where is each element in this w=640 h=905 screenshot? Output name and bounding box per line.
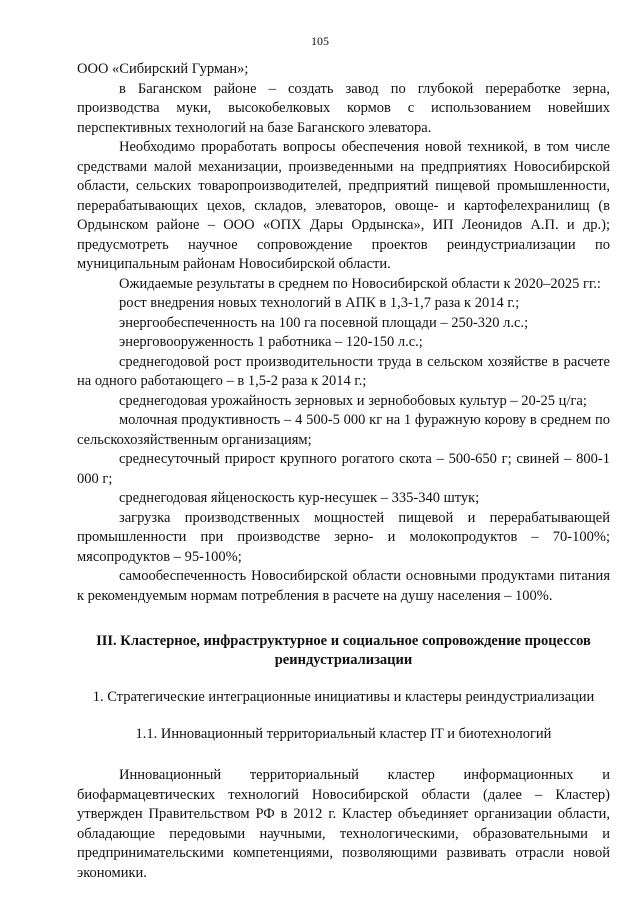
paragraph: Необходимо проработать вопросы обеспечения новой техникой, в том числе средствами малой механизации, произведенными на предприятиях Новосибирской области, сельских товаропроизводителей, предприятий пищевой промышленности, перерабатывающих цехов, складов, элеваторов, овоще- и картофелехранилищ (в Ордынском районе – ООО «ОПХ Дары Ордынска», ИП Леонидов А.П. и др.); предусмотреть научное сопровождение проектов реиндустриализации по муниципальным районам Новосибирской области.	[77, 139, 610, 272]
page-number: 105	[311, 34, 329, 48]
section-heading: III. Кластерное, инфраструктурное и социальное сопровождение процессов реиндустриализации	[96, 633, 591, 668]
list-item: энергообеспеченность на 100 га посевной площади – 250-320 л.с.;	[119, 314, 529, 331]
subsection-heading: 1. Стратегические интеграционные инициативы и кластеры реиндустриализации	[92, 689, 595, 705]
list-item: энерговооруженность 1 работника – 120-150 л.с.;	[119, 334, 423, 350]
paragraph: в Баганском районе – создать завод по глубокой переработке зерна, производства муки, высокобелковых кормов с использованием новейших перспективных технологий на базе Баганского элеватора.	[77, 80, 610, 136]
list-item: среднегодовой рост производительности труда в сельском хозяйстве в расчете на одного работающего – в 1,5-2 раза к 2014 г.;	[77, 353, 610, 389]
subsubsection-heading: 1.1. Инновационный территориальный кластер IT и биотехнологий	[135, 726, 552, 742]
list-item: среднегодовая яйценоскость кур-несушек – 335-340 штук;	[119, 490, 480, 506]
list-item: самообеспеченность Новосибирской области основными продуктами питания к рекомендуемым нормам потребления в расчете на душу населения – 100%.	[77, 568, 610, 604]
document-body	[77, 60, 610, 883]
paragraph: ООО «Сибирский Гурман»;	[77, 61, 249, 77]
paragraph: Ожидаемые результаты в среднем по Новосибирской области к 2020–2025 гг.:	[119, 275, 601, 292]
list-item: среднегодовая урожайность зерновых и зернобобовых культур – 20-25 ц/га;	[119, 392, 587, 409]
list-item: среднесуточный прирост крупного рогатого скота – 500-650 г; свиней – 800-1 000 г;	[77, 451, 610, 487]
list-item: молочная продуктивность – 4 500-5 000 кг на 1 фуражную корову в среднем по сельскохозяйственным организациям;	[77, 412, 610, 448]
list-item: загрузка производственных мощностей пищевой и перерабатывающей промышленности при производстве зерно- и молокопродуктов – 70-100%; мясопродуктов – 95-100%;	[77, 509, 610, 565]
list-item: рост внедрения новых технологий в АПК в 1,3-1,7 раза к 2014 г.;	[119, 295, 520, 311]
paragraph: Инновационный территориальный кластер информационных и биофармацевтических технологий Новосибирской области (далее – Кластер) утвержден Правительством РФ в 2012 г. Кластер объединяет организации области, обладающие передовыми научными, технологическими, образовательными и предпринимательскими компетенциями, позволяющими развивать отрасли новой экономики.	[77, 767, 610, 881]
